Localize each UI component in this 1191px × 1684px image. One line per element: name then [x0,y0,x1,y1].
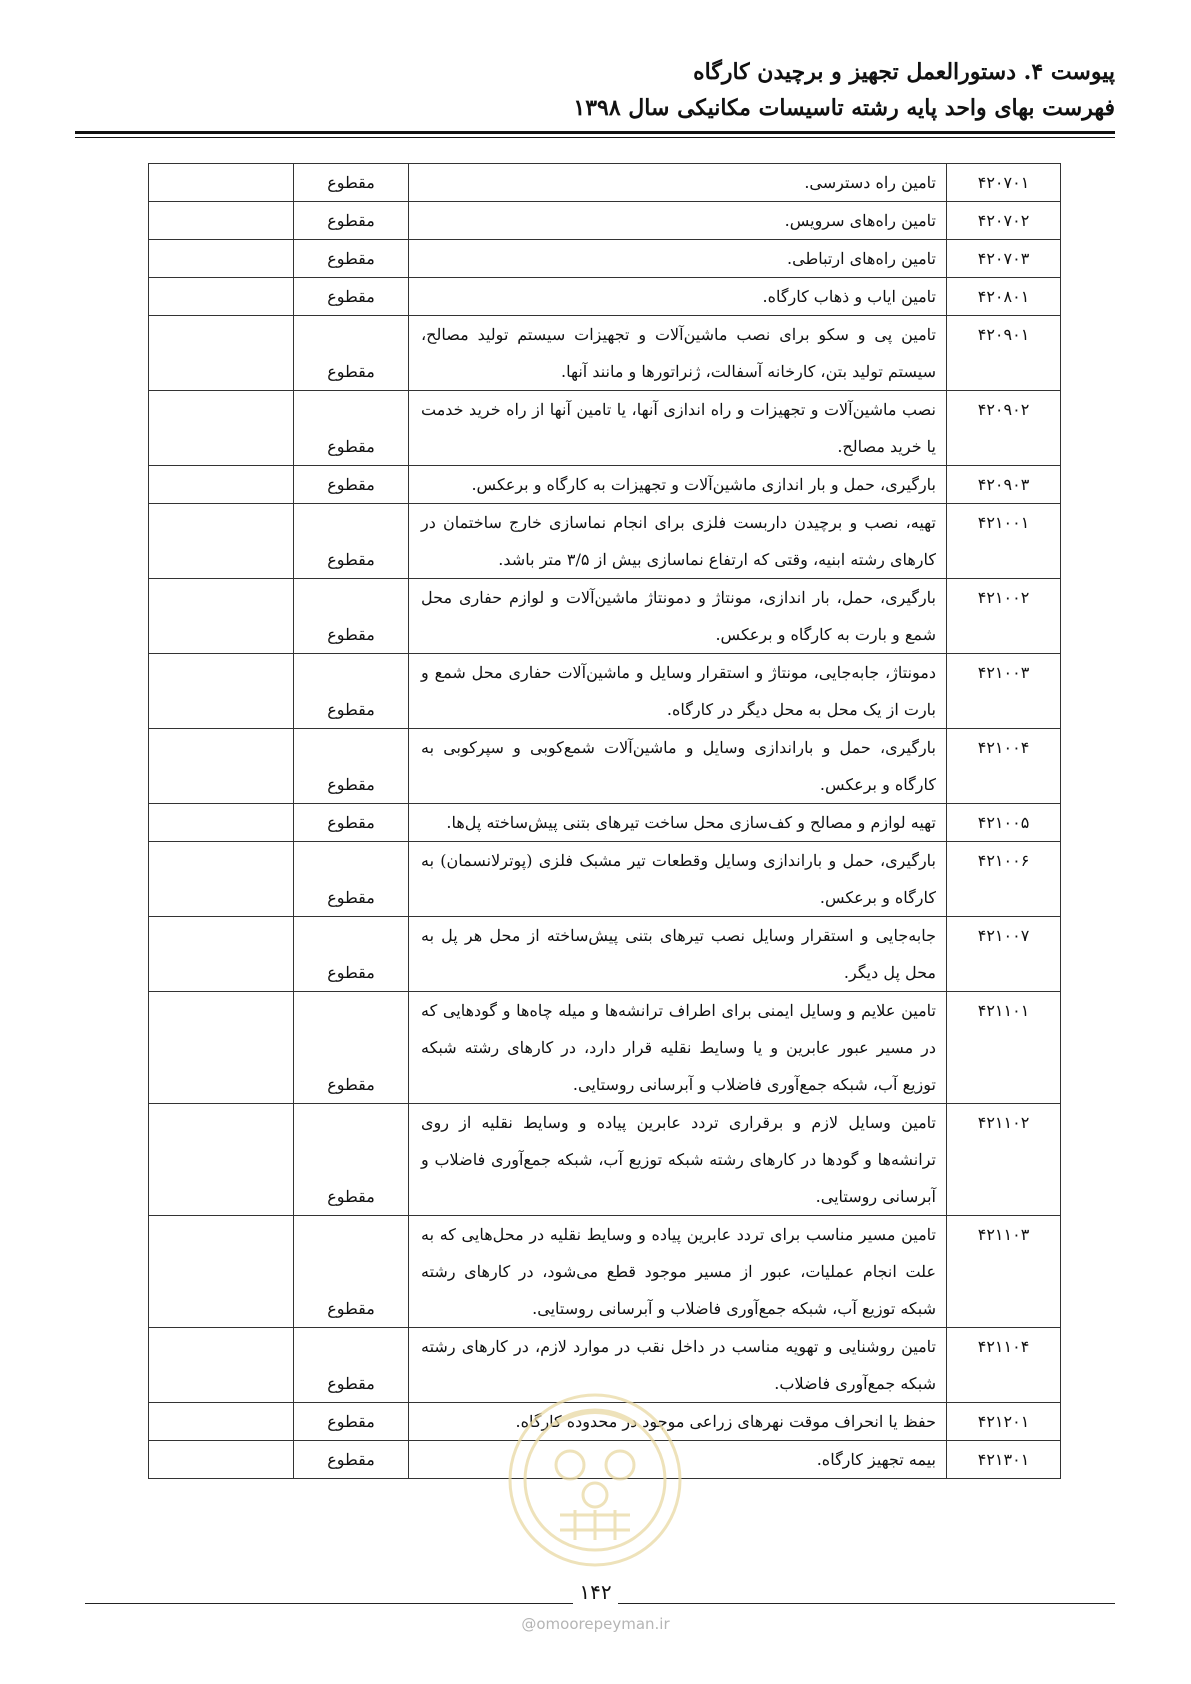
page-number: ۱۴۲ [0,1580,1191,1604]
item-code: ۴۲۱۰۰۳ [947,654,1061,729]
item-code: ۴۲۱۱۰۲ [947,1104,1061,1216]
item-code: ۴۲۰۷۰۳ [947,240,1061,278]
item-price-cell [149,391,294,466]
header-subtitle: فهرست بهای واحد پایه رشته تاسیسات مکانیکی سال ۱۳۹۸ [573,95,1115,121]
item-description: تامین راه دسترسی. [409,164,947,202]
item-description: تامین راه‌های ارتباطی. [409,240,947,278]
item-description: بیمه تجهیز کارگاه. [409,1441,947,1479]
item-unit: مقطوع [294,917,409,992]
header-rule-thin [75,137,1115,138]
item-unit: مقطوع [294,804,409,842]
item-description: دمونتاژ، جابه‌جایی، مونتاژ و استقرار وسایل و ماشین‌آلات حفاری محل شمع و بارت از یک محل به محل دیگر در کارگاه. [409,654,947,729]
item-description: تهیه، نصب و برچیدن داربست فلزی برای انجام نماسازی خارج ساختمان در کارهای رشته ابنیه، وقتی که ارتفاع نماسازی بیش از ۳/۵ متر باشد. [409,504,947,579]
item-description: نصب ماشین‌آلات و تجهیزات و راه اندازی آنها، یا تامین آنها از راه خرید خدمت یا خرید مصالح. [409,391,947,466]
item-code: ۴۲۱۰۰۴ [947,729,1061,804]
item-code: ۴۲۱۰۰۷ [947,917,1061,992]
table-row [149,316,1061,391]
item-description: تهیه لوازم و مصالح و کف‌سازی محل ساخت تیرهای بتنی پیش‌ساخته پل‌ها. [409,804,947,842]
item-price-cell [149,1216,294,1328]
table-row [149,504,1061,579]
table-row [149,729,1061,804]
item-price-cell [149,504,294,579]
table-row [149,466,1061,504]
item-description: جابه‌جایی و استقرار وسایل نصب تیرهای بتنی پیش‌ساخته از محل هر پل به محل پل دیگر. [409,917,947,992]
item-unit: مقطوع [294,466,409,504]
item-description: تامین راه‌های سرویس. [409,202,947,240]
item-price-cell [149,1403,294,1441]
table-row [149,804,1061,842]
table-row [149,1104,1061,1216]
item-code: ۴۲۱۰۰۱ [947,504,1061,579]
item-price-cell [149,804,294,842]
item-description: تامین پی و سکو برای نصب ماشین‌آلات و تجهیزات سیستم تولید مصالح، سیستم تولید بتن، کارخانه آسفالت، ژنراتورها و مانند آنها. [409,316,947,391]
item-price-cell [149,729,294,804]
item-code: ۴۲۱۰۰۶ [947,842,1061,917]
items-table [148,163,1061,1479]
item-price-cell [149,316,294,391]
item-description: تامین وسایل لازم و برقراری تردد عابرین پیاده و وسایط نقلیه از روی ترانشه‌ها و گودها در کارهای رشته شبکه توزیع آب، شبکه جمع‌آوری فاضلاب و آبرسانی روستایی. [409,1104,947,1216]
item-unit: مقطوع [294,579,409,654]
item-price-cell [149,579,294,654]
item-price-cell [149,278,294,316]
table-row [149,654,1061,729]
item-unit: مقطوع [294,504,409,579]
item-code: ۴۲۰۹۰۲ [947,391,1061,466]
table-row [149,202,1061,240]
item-description: تامین روشنایی و تهویه مناسب در داخل نقب در موارد لازم، در کارهای رشته شبکه جمع‌آوری فاضلاب. [409,1328,947,1403]
table-row [149,1328,1061,1403]
item-code: ۴۲۰۸۰۱ [947,278,1061,316]
item-price-cell [149,992,294,1104]
item-unit: مقطوع [294,1216,409,1328]
item-unit: مقطوع [294,164,409,202]
table-row [149,240,1061,278]
table-row [149,917,1061,992]
header-rule-thick [75,131,1115,134]
item-code: ۴۲۱۰۰۲ [947,579,1061,654]
item-code: ۴۲۱۰۰۵ [947,804,1061,842]
item-price-cell [149,1104,294,1216]
item-description: بارگیری، حمل و باراندازی وسایل وقطعات تیر مشبک فلزی (پوترلانسمان) به کارگاه و برعکس. [409,842,947,917]
item-code: ۴۲۱۲۰۱ [947,1403,1061,1441]
item-unit: مقطوع [294,1328,409,1403]
item-unit: مقطوع [294,278,409,316]
item-price-cell [149,202,294,240]
item-price-cell [149,1441,294,1479]
table-row [149,391,1061,466]
item-unit: مقطوع [294,1441,409,1479]
item-code: ۴۲۰۷۰۱ [947,164,1061,202]
item-price-cell [149,654,294,729]
item-unit: مقطوع [294,391,409,466]
page-header [75,56,1115,124]
header-title: پیوست ۴. دستورالعمل تجهیز و برچیدن کارگاه [693,59,1115,85]
table-row [149,992,1061,1104]
item-description: بارگیری، حمل و بار اندازی ماشین‌آلات و تجهیزات به کارگاه و برعکس. [409,466,947,504]
item-price-cell [149,917,294,992]
item-code: ۴۲۰۷۰۲ [947,202,1061,240]
item-code: ۴۲۱۱۰۴ [947,1328,1061,1403]
item-unit: مقطوع [294,202,409,240]
item-unit: مقطوع [294,729,409,804]
item-price-cell [149,240,294,278]
item-unit: مقطوع [294,992,409,1104]
item-unit: مقطوع [294,1403,409,1441]
item-code: ۴۲۰۹۰۳ [947,466,1061,504]
item-unit: مقطوع [294,654,409,729]
item-code: ۴۲۱۱۰۳ [947,1216,1061,1328]
item-price-cell [149,164,294,202]
item-description: تامین ایاب و ذهاب کارگاه. [409,278,947,316]
table-row [149,164,1061,202]
table-row [149,579,1061,654]
item-unit: مقطوع [294,842,409,917]
item-code: ۴۲۱۳۰۱ [947,1441,1061,1479]
item-unit: مقطوع [294,1104,409,1216]
item-price-cell [149,466,294,504]
item-description: حفظ یا انحراف موقت نهرهای زراعی موجود در محدوده کارگاه. [409,1403,947,1441]
item-unit: مقطوع [294,316,409,391]
website-watermark: @omoorepeyman.ir [521,1615,670,1633]
items-table-body [149,164,1061,1479]
table-row [149,1216,1061,1328]
item-description: تامین مسیر مناسب برای تردد عابرین پیاده و وسایط نقلیه در محل‌هایی که به علت انجام عملیات، عبور از مسیر موجود قطع می‌شود، در کارهای رشته شبکه توزیع آب، شبکه جمع‌آوری فاضلاب و آبرسانی روستایی. [409,1216,947,1328]
item-code: ۴۲۰۹۰۱ [947,316,1061,391]
table-row [149,278,1061,316]
item-description: بارگیری، حمل، بار اندازی، مونتاژ و دمونتاژ ماشین‌آلات و لوازم حفاری محل شمع و بارت به کارگاه و برعکس. [409,579,947,654]
item-description: تامین علایم و وسایل ایمنی برای اطراف ترانشه‌ها و میله چاه‌ها و گودهایی که در مسیر عبور عابرین و یا وسایط نقلیه قرار دارد، در کارهای رشته شبکه توزیع آب، شبکه جمع‌آوری فاضلاب و آبرسانی روستایی. [409,992,947,1104]
item-unit: مقطوع [294,240,409,278]
item-description: بارگیری، حمل و باراندازی وسایل و ماشین‌آلات شمع‌کوبی و سپرکوبی به کارگاه و برعکس. [409,729,947,804]
table-row [149,842,1061,917]
table-row [149,1403,1061,1441]
item-price-cell [149,842,294,917]
item-price-cell [149,1328,294,1403]
item-code: ۴۲۱۱۰۱ [947,992,1061,1104]
table-row [149,1441,1061,1479]
